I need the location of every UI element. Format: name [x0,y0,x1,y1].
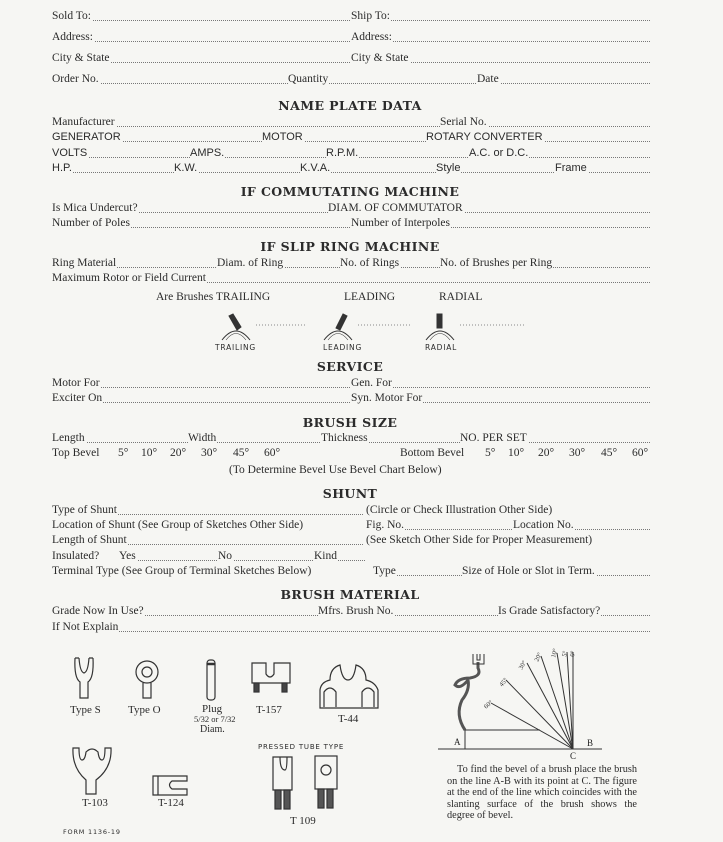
leading-label: LEADING [344,291,396,303]
point-b-label: B [587,738,594,748]
t44-label: T-44 [338,713,359,725]
diam-commutator-label: DIAM. OF COMMUTATOR [328,202,463,214]
commutating-heading: IF COMMUTATING MACHINE [240,184,460,199]
bevel-lines [491,652,573,749]
bevel-angle-0: 0° [569,650,577,658]
shunt-type-label: Type of Shunt [52,504,117,516]
hp-label: H.P. [52,162,72,174]
exciter-on-label: Exciter On [52,392,103,404]
top-bevel-label: Top Bevel [52,447,100,459]
serial-no-label: Serial No. [440,116,487,128]
top-bevel-10[interactable]: 10° [141,447,158,459]
slip-ring-heading: IF SLIP RING MACHINE [260,239,440,254]
top-bevel-20[interactable]: 20° [170,447,187,459]
top-bevel-30[interactable]: 30° [201,447,218,459]
date-label: Date [477,73,499,85]
t157-label: T-157 [256,704,282,716]
plug-diam-label: Diam. [200,724,225,735]
brush-size-heading: BRUSH SIZE [302,415,398,430]
bevel-angle-45: 45° [498,676,510,689]
length-label: Length [52,432,85,444]
pressed-tube-label: PRESSED TUBE TYPE [258,743,345,751]
mica-label: Is Mica Undercut? [52,202,138,214]
shunt-type-note: (Circle or Check Illustration Other Side) [366,504,553,516]
t109-label: T 109 [290,815,316,827]
sold-to-label: Sold To: [52,10,91,22]
address-label: Address: [52,31,93,43]
brush-outline [465,730,540,749]
type-o-label: Type O [128,704,161,716]
t103-label: T-103 [82,797,108,809]
bottom-bevel-45[interactable]: 45° [601,447,618,459]
kw-label: K.W. [174,162,198,174]
insulated-no-label: No [218,550,233,562]
type-s-label: Type S [70,704,101,716]
city-state-label: City & State [52,52,110,64]
rpm-label: R.P.M. [326,147,359,159]
bottom-bevel-60[interactable]: 60° [632,447,649,459]
insulated-yes-label: Yes [119,550,136,562]
motor-for-label: Motor For [52,377,100,389]
ship-city-state-label: City & State [351,52,409,64]
style-label: Style [436,162,461,174]
diam-ring-label: Diam. of Ring [217,257,284,269]
terminal-type-label: Terminal Type (See Group of Terminal Sketches Below) [52,565,312,577]
t124-label: T-124 [158,797,184,809]
leading-icon-label: LEADING [323,343,363,352]
max-current-label: Maximum Rotor or Field Current [52,272,206,284]
brush-material-heading: BRUSH MATERIAL [280,587,420,602]
gen-for-label: Gen. For [351,377,392,389]
bevel-angle-20: 20° [533,651,544,663]
location-no-label: Location No. [513,519,574,531]
are-brushes-label: Are Brushes TRAILING [156,291,271,303]
bottom-bevel-20[interactable]: 20° [538,447,555,459]
point-c-label: C [570,751,577,761]
radial-label: RADIAL [439,291,483,303]
ship-address-label: Address: [351,31,392,43]
top-bevel-45[interactable]: 45° [233,447,250,459]
no-rings-label: No. of Rings [340,257,400,269]
motor-label: MOTOR [262,131,303,143]
shunt-length-label: Length of Shunt [52,534,127,546]
shunt-heading: SHUNT [322,486,378,501]
shunt-length-note: (See Sketch Other Side for Proper Measurement) [366,534,593,546]
bottom-bevel-10[interactable]: 10° [508,447,525,459]
bottom-bevel-label: Bottom Bevel [400,447,465,459]
plug-label: Plug [202,703,223,715]
bottom-bevel-5[interactable]: 5° [485,447,496,459]
bevel-angle-30: 30° [517,659,529,671]
fig-no-label: Fig. No. [366,519,405,531]
kva-label: K.V.A. [300,162,331,174]
service-heading: SERVICE [316,359,384,374]
bevel-chart-caption: To find the bevel of a brush place the brush on the line A-B with its point at C. The figure at the end of the line which coincides with the slanting surface of the brush shows the degree of bevel. [447,764,637,822]
hole-size-label: Size of Hole or Slot in Term. [462,565,595,577]
top-bevel-60[interactable]: 60° [264,447,281,459]
plug-size-label: 5/32 or 7/32 [194,714,236,724]
syn-motor-for-label: Syn. Motor For [351,392,423,404]
insulated-label: Insulated? [52,550,100,562]
shunt-cable-icon [455,662,479,730]
amps-label: AMPS. [190,147,225,159]
interpoles-label: Number of Interpoles [351,217,450,229]
grade-satisfactory-label: Is Grade Satisfactory? [498,605,601,617]
volts-label: VOLTS [52,147,88,159]
top-bevel-5[interactable]: 5° [118,447,129,459]
rotary-converter-label: ROTARY CONVERTER [426,131,543,143]
explain-label: If Not Explain [52,621,119,633]
brushes-per-ring-label: No. of Brushes per Ring [440,257,553,269]
order-no-label: Order No. [52,73,99,85]
point-a-label: A [454,737,461,747]
generator-label: GENERATOR [52,131,121,143]
grade-label: Grade Now In Use? [52,605,144,617]
frame-label: Frame [555,162,587,174]
radial-icon-label: RADIAL [425,343,458,352]
form-number: FORM 1136-19 [63,828,121,836]
bevel-angle-60: 60° [482,699,495,711]
manufacturer-label: Manufacturer [52,116,115,128]
shunt-location-label: Location of Shunt (See Group of Sketches Other Side) [52,519,304,531]
bevel-note: (To Determine Bevel Use Bevel Chart Below) [229,464,442,476]
thickness-label: Thickness [321,432,368,444]
ship-to-label: Ship To: [351,10,390,22]
poles-label: Number of Poles [52,217,130,229]
bevel-angle-10: 10° [550,647,560,659]
trailing-icon-label: TRAILING [215,343,257,352]
ac-dc-label: A.C. or D.C. [469,147,529,159]
mfrs-brush-no-label: Mfrs. Brush No. [318,605,394,617]
ring-material-label: Ring Material [52,257,117,269]
kind-label: Kind [314,550,337,562]
name-plate-heading: NAME PLATE DATA [278,98,422,113]
no-per-set-label: NO. PER SET [460,432,527,444]
type-label: Type [373,565,396,577]
width-label: Width [188,432,217,444]
quantity-label: Quantity [288,73,329,85]
bevel-angle-5: 5° [561,650,570,658]
bottom-bevel-30[interactable]: 30° [569,447,586,459]
